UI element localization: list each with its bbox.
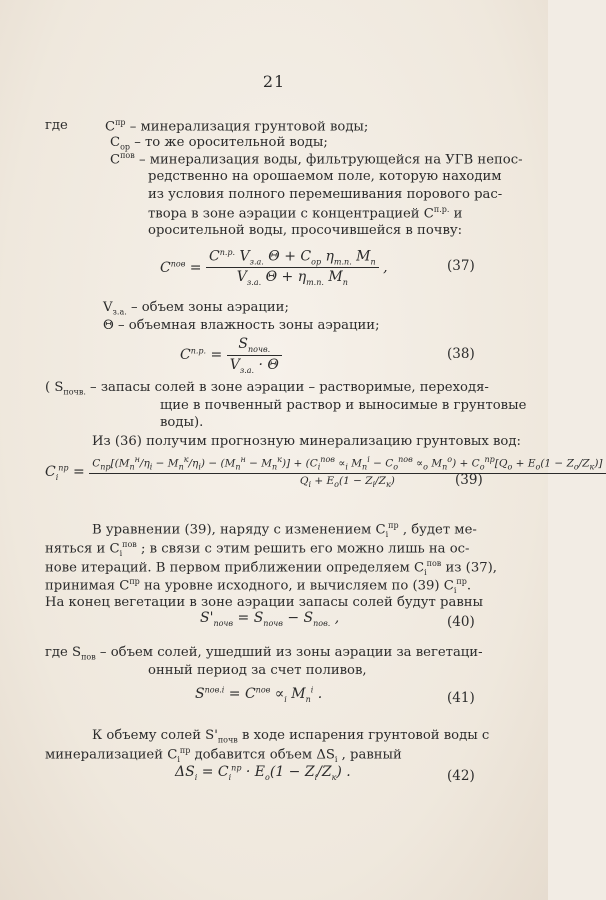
numerator: $C^{п.р.}$ $V_{з.а.}$ $\Theta + C_{ор}$ $\eta_{т.п.}$ $M_п$ — [206, 248, 379, 268]
text-line: где $S_{пов}$ – объем солей, ушедший из зоны аэрации за вегетаци- — [45, 645, 483, 662]
equation-tail: , — [378, 259, 388, 276]
text-line: К объему солей $S'_{почв}$ в ходе испарения грунтовой воды с — [92, 728, 490, 745]
equation-number: (41) — [447, 690, 475, 706]
text-line: минерализацией $C_i^{пр}$ добавится объем $\Delta S_i$ , равный — [45, 746, 402, 765]
text-line: оросительной воды, просочившейся в почву: — [148, 223, 463, 238]
numerator: $C_{пр}[(M_п^н/\eta_i - M_п^к/\eta_i) - (M_п^н - M_п^к)] + (C_i^{пов} \propto_i$ $M_п^i - C_о^{пов} \propto_о$ $M_п^о) + C_о^{пр}[Q_о + E_о(1 - Z_о/Z_к)]$ — [89, 455, 605, 474]
equation-lhs: $\Delta S_i = C_i^{пр} \cdot E_о(1 - Z_i/Z_к)$ . — [175, 763, 351, 782]
text-line: $V_{з.а.}$ – объем зоны аэрации; — [103, 300, 289, 317]
fraction — [206, 248, 379, 287]
equation-eq42 — [175, 763, 351, 781]
text-line: Из (36) получим прогнозную минерализацию грунтовых вод: — [92, 434, 521, 449]
text-line: На конец вегетации в зоне аэрации запасы солей будут равны — [45, 595, 484, 610]
page-number: 21 — [262, 72, 286, 91]
text-line: где — [45, 118, 68, 133]
text-line: Θ – объемная влажность зоны аэрации; — [103, 318, 380, 333]
text-line: ( $S_{почв.}$ – запасы солей в зоне аэрации – растворимые, переходя- — [45, 380, 489, 397]
text-line: В уравнении (39), наряду с изменением $C_i^{пр}$ , будет ме- — [92, 521, 477, 540]
equation-eq37 — [160, 248, 388, 287]
equation-lhs: $C^{п.р.}$ = — [180, 346, 227, 364]
equation-number: (38) — [447, 346, 475, 362]
denominator: $V_{з.а.} \cdot \Theta$ — [229, 356, 279, 375]
text-line: $C^{пов}$ – минерализация воды, фильтрующейся на УГВ непос- — [110, 151, 523, 168]
equation-number: (42) — [447, 768, 475, 784]
equation-eq38 — [180, 336, 282, 375]
text-line: нове итераций. В первом приближении определяем $C_i^{пов}$ из (37), — [45, 559, 497, 578]
equation-number: (39) — [455, 472, 483, 488]
equation-eq39 — [45, 455, 606, 489]
text-line: $C^{пр}$ – минерализация грунтовой воды; — [105, 118, 369, 135]
numerator: $S_{почв.}$ — [227, 336, 282, 356]
text-line: онный период за счет поливов, — [148, 663, 367, 678]
fraction — [227, 336, 282, 375]
text-line: принимая $C^{пр}$ на уровне исходного, и вычисляем по (39) $C_i^{пр}$. — [45, 577, 472, 596]
equation-number: (40) — [447, 614, 475, 630]
fraction — [89, 455, 605, 489]
equation-lhs: $S'_{почв} = S_{почв} - S_{пов.}$ , — [200, 610, 340, 628]
equation-eq40 — [200, 610, 339, 628]
equation-lhs: $S^{пов.i} = C^{пов} \propto_i$ $M_п^i$ . — [195, 685, 323, 704]
text-line: редственно на орошаемом поле, которую находим — [148, 169, 502, 184]
text-line: щие в почвенный раствор и выносимые в грунтовые — [160, 398, 527, 413]
equation-eq41 — [195, 685, 322, 703]
equation-number: (37) — [447, 258, 475, 274]
text-line: $C_{ор}$ – то же оросительной воды; — [110, 135, 328, 152]
text-line: из условия полного перемешивания порового рас- — [148, 187, 503, 202]
text-line: твора в зоне аэрации с концентрацией $C^{п.р.}$ и — [148, 205, 463, 222]
text-line: няться и $C_i^{пов}$ ; в связи с этим решить его можно лишь на ос- — [45, 540, 470, 559]
denominator: $V_{з.а.}$ $\Theta + \eta_{т.п.}$ $M_п$ — [236, 269, 348, 288]
equation-lhs: $C_i^{пр}$ = — [45, 463, 90, 482]
denominator: $Q_i + E_о(1 - Z_i/Z_к)$ — [299, 474, 395, 489]
text-line: воды). — [160, 415, 204, 430]
equation-lhs: $C^{пов}$ = — [160, 258, 206, 276]
